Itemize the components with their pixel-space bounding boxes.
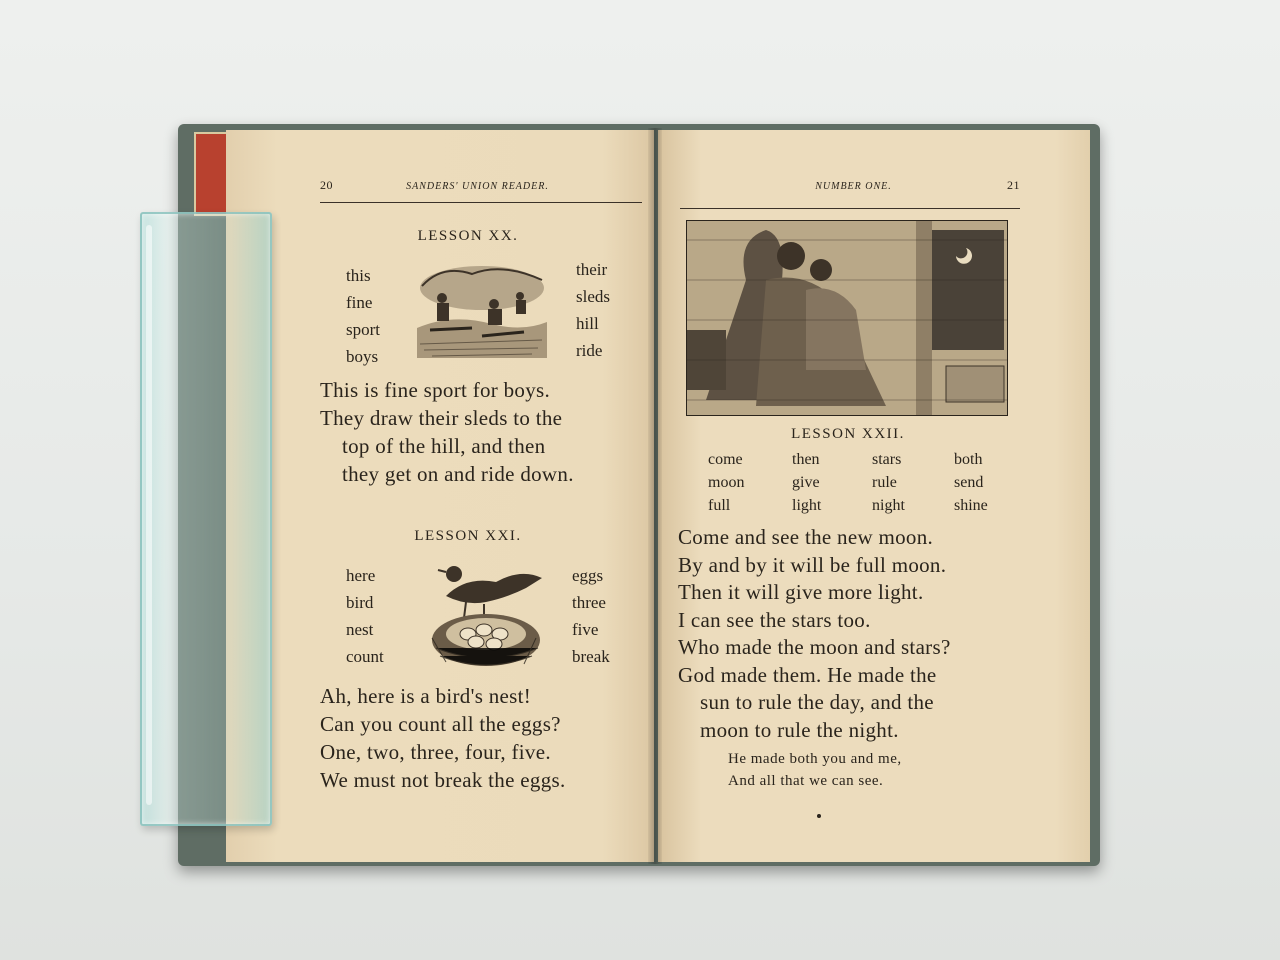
lesson-text — [320, 376, 574, 488]
text-line: Can you count all the eggs? — [320, 712, 561, 736]
text-line: moon to rule the night. — [700, 717, 899, 742]
left-page — [226, 130, 654, 862]
vocab-word: night — [872, 497, 905, 514]
vocab-word: sport — [346, 320, 380, 339]
text-line: By and by it will be full moon. — [678, 552, 947, 577]
vocab-word: ride — [576, 341, 603, 360]
header-rule — [320, 202, 642, 203]
vocab-word: full — [708, 497, 731, 514]
vocab-column — [792, 448, 821, 517]
vocab-word: both — [954, 451, 983, 468]
lesson-text — [320, 682, 566, 794]
vocab-word: moon — [708, 474, 745, 491]
verse-line: And all that we can see. — [728, 773, 884, 789]
sledding-boys-illustration — [412, 258, 552, 364]
text-line: Ah, here is a bird's nest! — [320, 684, 532, 708]
page-dot — [817, 814, 821, 818]
right-page — [658, 130, 1090, 862]
vocab-word: count — [346, 647, 384, 666]
closing-verse — [728, 748, 902, 792]
vocab-column-left — [346, 262, 380, 370]
bird-nest-illustration — [426, 558, 548, 674]
verse-line: He made both you and me, — [728, 751, 902, 767]
running-title: NUMBER ONE. — [815, 181, 892, 192]
vocab-column — [954, 448, 988, 517]
text-line: This is fine sport for boys. — [320, 378, 551, 402]
vocab-word: here — [346, 566, 376, 585]
page-number: 21 — [1006, 178, 1020, 192]
right-page-header — [680, 178, 1020, 193]
lesson-title: LESSON XXI. — [414, 528, 522, 544]
vocab-word: break — [572, 647, 610, 666]
page-number: 20 — [320, 178, 333, 192]
lesson-title: LESSON XX. — [417, 228, 519, 244]
text-line: They draw their sleds to the — [320, 406, 563, 430]
vocab-column-left — [346, 562, 384, 670]
vocab-column — [872, 448, 905, 517]
lesson-text — [678, 524, 951, 744]
text-line: We must not break the eggs. — [320, 768, 566, 792]
mother-child-moon-illustration — [686, 220, 1008, 416]
glass-page-weight — [140, 212, 272, 826]
vocab-word: boys — [346, 347, 379, 366]
vocab-word: then — [792, 451, 820, 468]
lesson-title: LESSON XXII. — [791, 426, 905, 442]
vocab-word: send — [954, 474, 984, 491]
text-line: God made them. He made the — [678, 662, 937, 687]
vocab-word: bird — [346, 593, 374, 612]
vocab-word: hill — [576, 314, 599, 333]
book-gutter — [648, 128, 662, 864]
text-line: top of the hill, and then — [342, 434, 546, 458]
vocab-word: nest — [346, 620, 374, 639]
vocab-word: three — [572, 593, 606, 612]
vocab-word: eggs — [572, 566, 604, 585]
vocab-word: fine — [346, 293, 373, 312]
vocab-word: give — [792, 474, 820, 491]
text-line: I can see the stars too. — [678, 607, 871, 632]
vocab-column-right — [576, 256, 610, 364]
glass-highlight — [146, 225, 152, 805]
vocab-word: their — [576, 260, 608, 279]
vocab-word: rule — [872, 474, 897, 491]
vocab-word: sleds — [576, 287, 610, 306]
text-line: Come and see the new moon. — [678, 525, 934, 549]
vocab-word: five — [572, 620, 599, 639]
text-line: Then it will give more light. — [678, 580, 924, 604]
header-rule — [680, 208, 1020, 209]
text-line: they get on and ride down. — [342, 462, 574, 486]
vocab-column — [708, 448, 744, 517]
spine-label — [194, 132, 228, 216]
text-line: sun to rule the day, and the — [700, 690, 934, 714]
vocab-word: stars — [872, 451, 902, 468]
text-line: One, two, three, four, five. — [320, 740, 551, 764]
vocab-word: light — [792, 497, 822, 514]
left-page-header — [320, 178, 642, 193]
vocab-word: shine — [954, 497, 988, 514]
running-title: SANDERS' UNION READER. — [406, 181, 549, 192]
vocab-word: come — [708, 451, 743, 468]
vocab-column-right — [572, 562, 610, 670]
text-line: Who made the moon and stars? — [678, 635, 951, 659]
vocab-word: this — [346, 266, 371, 285]
